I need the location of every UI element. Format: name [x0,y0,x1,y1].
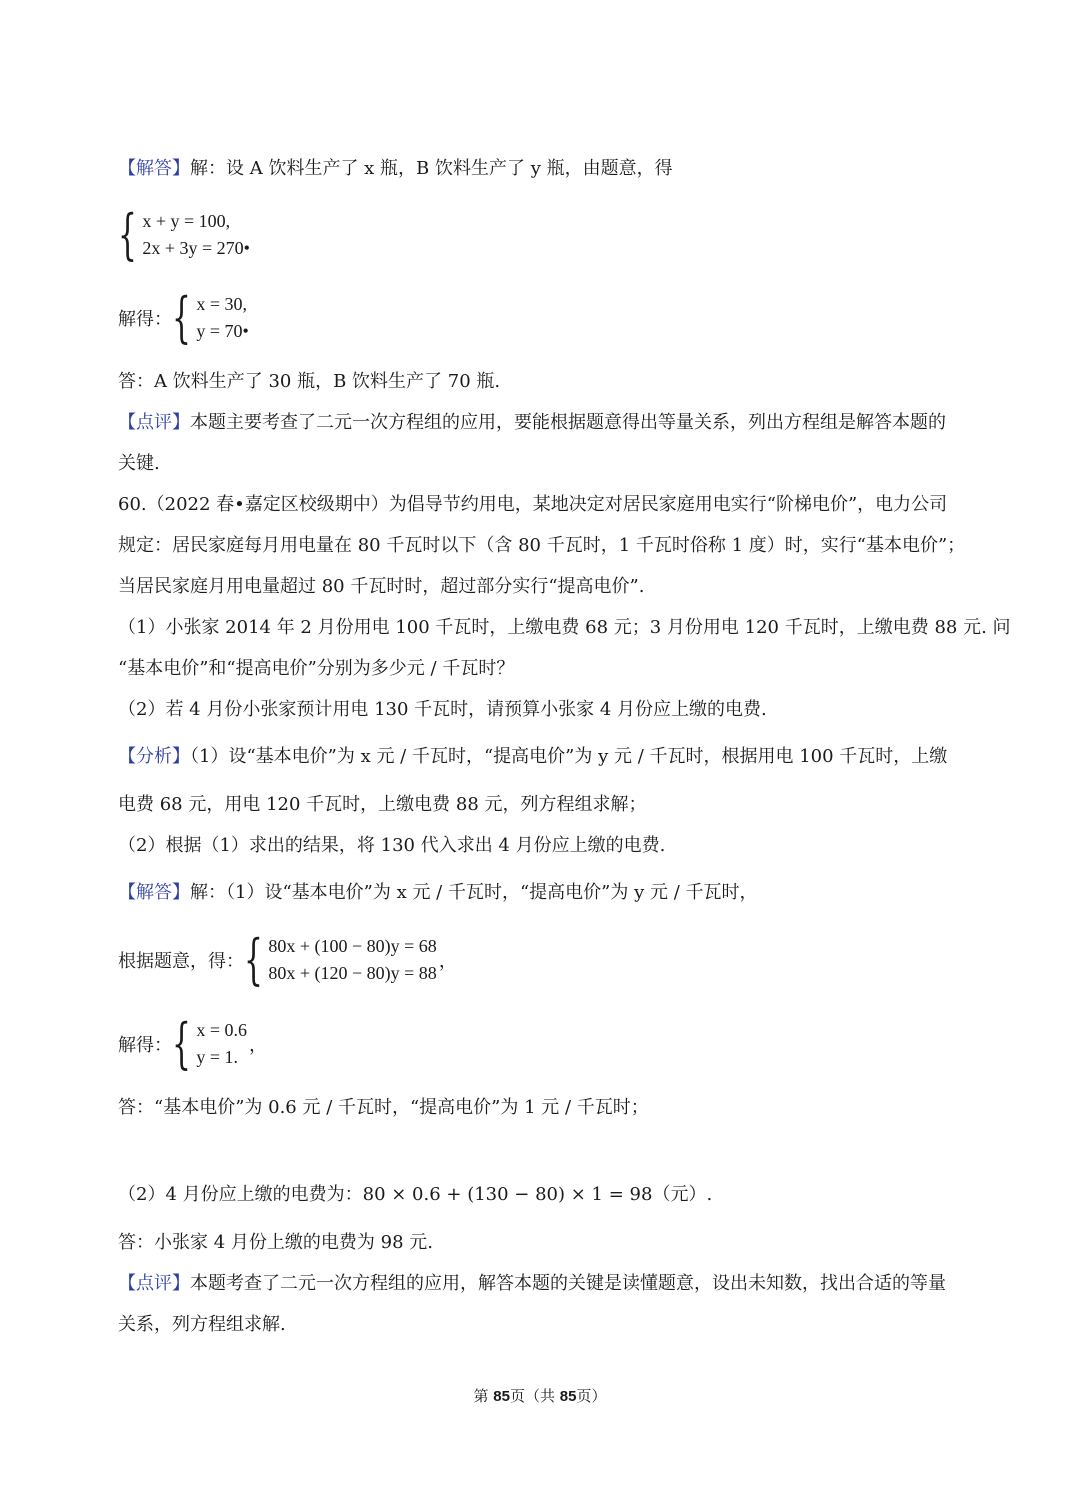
trailing-punct: ， [438,951,457,971]
comment-text: 本题主要考查了二元一次方程组的应用，要能根据题意得出等量关系，列出方程组是解答本题的 [190,412,946,433]
equation: y = 1. [196,1047,239,1067]
comment-line-2-cont: 关系，列方程组求解. [118,1314,286,1335]
problem-60-line-2: 规定：居民家庭每月用电量在 80 千瓦时以下（含 80 千瓦时，1 千瓦时俗称 1 度）时，实行“基本电价”； [118,535,966,556]
analysis-line-3: （2）根据（1）求出的结果，将 130 代入求出 4 月份应上缴的电费. [118,835,666,856]
solution-intro-text: 解：设 A 饮料生产了 x 瓶，B 饮料生产了 y 瓶，由题意，得 [190,158,673,179]
comment-line-cont: 关键. [118,453,160,474]
solution-text: 解：（1）设“基本电价”为 x 元 / 千瓦时，“提高电价”为 y 元 / 千瓦时， [190,882,758,903]
comment-tag: 【点评】 [118,1273,190,1294]
question-2: （2）若 4 月份小张家预计用电 130 千瓦时，请预算小张家 4 月份应上缴的电费. [118,699,767,720]
analysis-line-2: 电费 68 元，用电 120 千瓦时，上缴电费 88 元，列方程组求解； [118,794,647,815]
equation-system-1 [118,203,250,266]
answer-line-2: 答：“基本电价”为 0.6 元 / 千瓦时，“提高电价”为 1 元 / 千瓦时； [118,1097,649,1118]
solution-result-2 [118,1012,268,1075]
solution-line [118,880,757,906]
footer-post: 页） [576,1387,607,1405]
equation: x = 0.6 [196,1020,248,1040]
brace-icon: { [118,203,137,266]
equation: 80x + (120 − 80)y = 88 [268,963,437,983]
analysis-tag: 【分析】 [118,746,190,767]
answer-tag: 【解答】 [118,158,190,179]
part-2-calculation: （2）4 月份应上缴的电费为：80 × 0.6 + (130 − 80) × 1 = 98（元）. [118,1184,713,1205]
analysis-text: （1）设“基本电价”为 x 元 / 千瓦时，“提高电价”为 y 元 / 千瓦时，根据用电 100 千瓦时，上缴 [190,746,948,767]
analysis-line [118,744,947,770]
comment-tag: 【点评】 [118,412,190,433]
equation: 80x + (100 − 80)y = 68 [268,936,437,956]
solution-intro [118,156,673,182]
equation: 2x + 3y = 270• [142,238,250,258]
equation: x = 30, [196,294,248,314]
comment-text: 本题考查了二元一次方程组的应用，解答本题的关键是读懂题意，设出未知数，找出合适的等量 [190,1273,946,1294]
total-pages: 85 [559,1388,577,1405]
problem-60-line-3: 当居民家庭月用电量超过 80 千瓦时时，超过部分实行“提高电价”. [118,576,645,597]
equation-prefix: 根据题意，得： [118,951,244,971]
answer-tag: 【解答】 [118,882,190,903]
answer-line-3: 答：小张家 4 月份上缴的电费为 98 元. [118,1232,433,1253]
trailing-punct: ， [249,1035,268,1055]
footer-pre: 第 [473,1387,494,1405]
page-footer [0,1385,1080,1408]
answer-line-1: 答：A 饮料生产了 30 瓶，B 饮料生产了 70 瓶. [118,371,501,392]
equation: x + y = 100, [142,211,231,231]
footer-mid: 页（共 [509,1387,560,1405]
question-1-line-2: “基本电价”和“提高电价”分别为多少元 / 千瓦时？ [118,658,515,679]
page-number: 85 [493,1388,510,1405]
solution-result-1 [118,286,249,349]
problem-60-line-1: 60.（2022 春•嘉定区校级期中）为倡导节约用电，某地决定对居民家庭用电实行“阶梯电价”，电力公司 [118,494,948,515]
brace-icon: { [244,928,263,991]
brace-icon: { [172,286,191,349]
equation-system-2 [118,928,457,991]
comment-line-2 [118,1271,946,1297]
solution-prefix: 解得： [118,1035,172,1055]
brace-icon: { [172,1012,191,1075]
question-1-line-1: （1）小张家 2014 年 2 月份用电 100 千瓦时，上缴电费 68 元；3 月份用电 120 千瓦时，上缴电费 88 元. 问 [118,617,1011,638]
solution-prefix: 解得： [118,309,172,329]
equation: y = 70• [196,321,249,341]
comment-line [118,410,946,436]
